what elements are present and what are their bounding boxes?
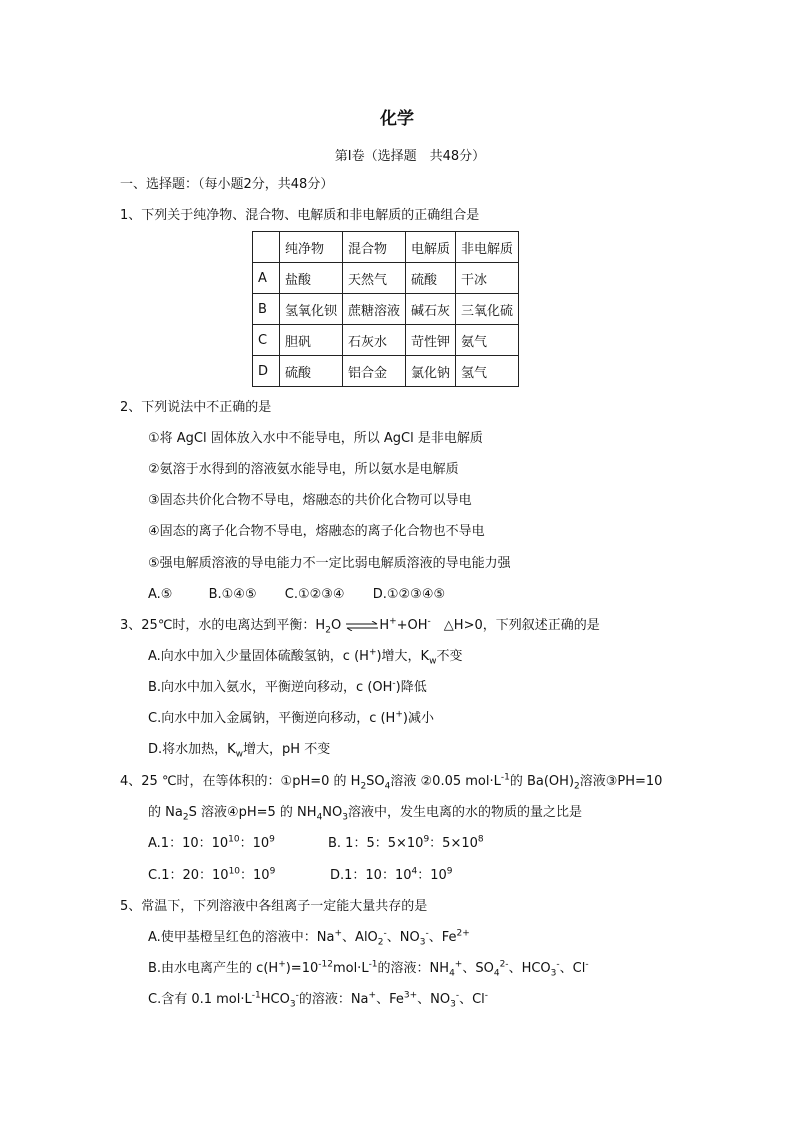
superscript: 2-	[499, 959, 509, 970]
table-cell: 碱石灰	[406, 294, 456, 325]
subscript: 2	[377, 937, 384, 948]
table-cell: 三氧化硫	[456, 294, 519, 325]
table-cell: 硫酸	[280, 356, 343, 387]
superscript: -1	[368, 959, 378, 970]
superscript: -	[392, 678, 396, 689]
table-cell: 盐酸	[280, 263, 343, 294]
question-2-statement-2: ②氨溶于水得到的溶液氨水能导电，所以氨水是电解质	[148, 462, 459, 477]
table-cell: C	[253, 325, 280, 356]
superscript: 9	[269, 834, 275, 845]
superscript: 9	[446, 866, 453, 877]
text-run: D.将水加热，K	[148, 742, 236, 757]
superscript: -	[295, 990, 299, 1001]
question-4-option-a	[148, 835, 275, 853]
subscript: 3	[550, 968, 557, 979]
text-run: 的 Na	[148, 805, 183, 820]
question-3-option-d	[148, 741, 330, 759]
text-run: )降低	[395, 680, 427, 695]
subscript: 4	[493, 968, 500, 979]
text-run: 3、25℃时，水的电离达到平衡：H	[120, 618, 326, 633]
subscript: 3	[342, 812, 348, 823]
question-2-statement-5: ⑤强电解质溶液的导电能力不一定比弱电解质溶液的导电能力强	[148, 556, 511, 571]
subscript: 3	[419, 937, 426, 948]
superscript: 10	[228, 866, 241, 877]
text-run: 溶液中，发生电离的水的物质的量之比是	[348, 805, 583, 820]
question-4-stem-line-1	[120, 773, 662, 791]
text-run: △H>0，下列叙述正确的是	[430, 618, 600, 633]
text-run: 、NO	[386, 930, 420, 945]
text-run: )=10	[285, 961, 319, 976]
superscript: -	[484, 990, 489, 1001]
table-header-row	[253, 232, 519, 263]
text-run: 、Fe	[376, 992, 404, 1007]
text-run: 的溶液：Na	[298, 992, 369, 1007]
question-2-statement-1: ①将 AgCl 固体放入水中不能导电，所以 AgCl 是非电解质	[148, 431, 483, 446]
superscript: -	[585, 959, 589, 970]
subscript: 2	[574, 781, 580, 792]
superscript: -	[455, 990, 460, 1001]
text-run: A.向水中加入少量固体硫酸氢钠，c (H	[148, 649, 369, 664]
table-cell: 氢氧化钡	[280, 294, 343, 325]
text-run: B. 1：5：5×10	[328, 836, 424, 851]
question-5-option-a	[148, 929, 470, 947]
table-row	[253, 294, 519, 325]
question-3-option-c	[148, 710, 434, 728]
text-run: 的 Ba(OH)	[509, 774, 575, 789]
table-header-cell: 混合物	[343, 232, 406, 263]
superscript: +	[389, 616, 397, 627]
text-run: H	[379, 618, 390, 633]
text-run: B.向水中加入氨水，平衡逆向移动，c (OH	[148, 680, 393, 695]
section-heading: 一、选择题：（每小题2分，共48分）	[120, 177, 334, 192]
subscript: w	[429, 656, 437, 667]
question-1-stem: 1、下列关于纯净物、混合物、电解质和非电解质的正确组合是	[120, 208, 480, 223]
question-5-option-c	[148, 991, 488, 1009]
text-run: C.含有 0.1 mol·L	[148, 992, 252, 1007]
text-run: 、NO	[417, 992, 451, 1007]
question-4-stem-line-2	[148, 804, 582, 822]
text-run: NO	[322, 805, 343, 820]
question-1-table	[252, 231, 519, 387]
table-cell: 铝合金	[343, 356, 406, 387]
text-run: 增大，pH 不变	[243, 742, 331, 757]
subscript: 4	[316, 812, 323, 823]
superscript: -1	[500, 772, 510, 783]
text-run: )减小	[402, 711, 434, 726]
text-run: ：10	[240, 868, 270, 883]
text-run: A.1：10：10	[148, 836, 229, 851]
text-run: C.1：20：10	[148, 868, 229, 883]
superscript: -	[383, 928, 387, 939]
subscript: 2	[182, 812, 189, 823]
text-run: 不变	[436, 649, 463, 664]
table-cell: 石灰水	[343, 325, 406, 356]
superscript: -12	[318, 959, 333, 970]
superscript: +	[334, 928, 343, 939]
text-run: S 溶液④pH=5 的 NH	[188, 805, 317, 820]
equilibrium-arrow-icon	[345, 621, 379, 631]
text-run: HCO	[260, 992, 290, 1007]
text-run: C.向水中加入金属钠，平衡逆向移动，c (H	[148, 711, 396, 726]
table-header-cell: 纯净物	[280, 232, 343, 263]
option-d: D.①②③④⑤	[372, 587, 446, 602]
section-subtitle: 第Ⅰ卷（选择题 共48分）	[334, 149, 486, 164]
text-run: 、Cl	[459, 992, 485, 1007]
subscript: w	[235, 749, 244, 760]
page-title: 化学	[380, 109, 414, 129]
superscript: -	[427, 616, 431, 627]
question-5-stem: 5、常温下，下列溶液中各组离子一定能大量共存的是	[120, 899, 428, 914]
question-5-option-b	[148, 960, 589, 978]
text-run: ：10	[239, 836, 270, 851]
text-run: 、SO	[462, 961, 494, 976]
question-2-statement-4: ④固态的离子化合物不导电，熔融态的离子化合物也不导电	[148, 524, 485, 539]
text-run: 、Fe	[428, 930, 457, 945]
superscript: +	[368, 647, 377, 658]
table-row	[253, 325, 519, 356]
text-run: 溶液③PH=10	[579, 774, 663, 789]
text-run: mol·L	[332, 961, 369, 976]
text-run: 的溶液：NH	[377, 961, 450, 976]
subscript: 3	[450, 999, 456, 1010]
table-header-cell	[253, 232, 280, 263]
text-run: ：5×10	[429, 836, 478, 851]
question-3-option-a	[148, 648, 462, 666]
superscript: +	[395, 709, 403, 720]
text-run: 、HCO	[508, 961, 551, 976]
table-row	[253, 263, 519, 294]
table-row	[253, 356, 519, 387]
table-cell: 氢气	[456, 356, 519, 387]
question-2-options	[148, 586, 445, 604]
superscript: 9	[423, 834, 430, 845]
table-cell: 干冰	[456, 263, 519, 294]
text-run: 、Cl	[559, 961, 586, 976]
subscript: 4	[449, 968, 455, 979]
table-cell: 氨气	[456, 325, 519, 356]
superscript: +	[278, 959, 286, 970]
table-cell: 天然气	[343, 263, 406, 294]
superscript: 4	[411, 866, 418, 877]
text-run: 、AlO	[342, 930, 378, 945]
text-run: A.使甲基橙呈红色的溶液中：Na	[148, 930, 335, 945]
subscript: 2	[325, 625, 331, 636]
text-run: )增大，K	[376, 649, 430, 664]
table-cell: D	[253, 356, 280, 387]
superscript: +	[368, 990, 377, 1001]
superscript: 9	[269, 866, 276, 877]
superscript: -	[425, 928, 429, 939]
table-header-cell: 电解质	[406, 232, 456, 263]
question-4-option-d	[330, 867, 453, 885]
superscript: 8	[477, 834, 484, 845]
subscript: 2	[360, 781, 367, 792]
superscript: 2+	[456, 928, 470, 939]
superscript: +	[454, 959, 463, 970]
superscript: -	[556, 959, 560, 970]
option-c: C.①②③④	[284, 587, 345, 602]
superscript: 3+	[403, 990, 418, 1001]
question-2-stem: 2、下列说法中不正确的是	[120, 400, 272, 415]
option-a: A.⑤	[148, 587, 173, 602]
table-cell: 氯化钠	[406, 356, 456, 387]
table-cell: 胆矾	[280, 325, 343, 356]
text-run: +OH	[396, 618, 428, 633]
text-run: D.1：10：10	[330, 868, 412, 883]
superscript: 10	[228, 834, 240, 845]
text-run: 溶液 ②0.05 mol·L	[390, 774, 501, 789]
table-cell: 硫酸	[406, 263, 456, 294]
question-3-option-b	[148, 679, 427, 697]
question-4-option-c	[148, 867, 275, 885]
table-cell: B	[253, 294, 280, 325]
table-cell: 苛性钾	[406, 325, 456, 356]
table-cell: 蔗糖溶液	[343, 294, 406, 325]
subscript: 3	[289, 999, 296, 1010]
table-cell: A	[253, 263, 280, 294]
text-run: B.由水电离产生的 c(H	[148, 961, 279, 976]
question-3-stem	[120, 617, 600, 635]
subscript: 4	[384, 781, 391, 792]
option-b: B.①④⑤	[208, 587, 257, 602]
text-run: 4、25 ℃时，在等体积的：①pH=0 的 H	[120, 774, 361, 789]
text-run: SO	[366, 774, 385, 789]
superscript: -1	[251, 990, 261, 1001]
question-2-statement-3: ③固态共价化合物不导电，熔融态的共价化合物可以导电	[148, 493, 472, 508]
text-run: ：10	[417, 868, 447, 883]
question-4-option-b	[328, 835, 484, 853]
table-header-cell: 非电解质	[456, 232, 519, 263]
text-run: O	[330, 618, 342, 633]
